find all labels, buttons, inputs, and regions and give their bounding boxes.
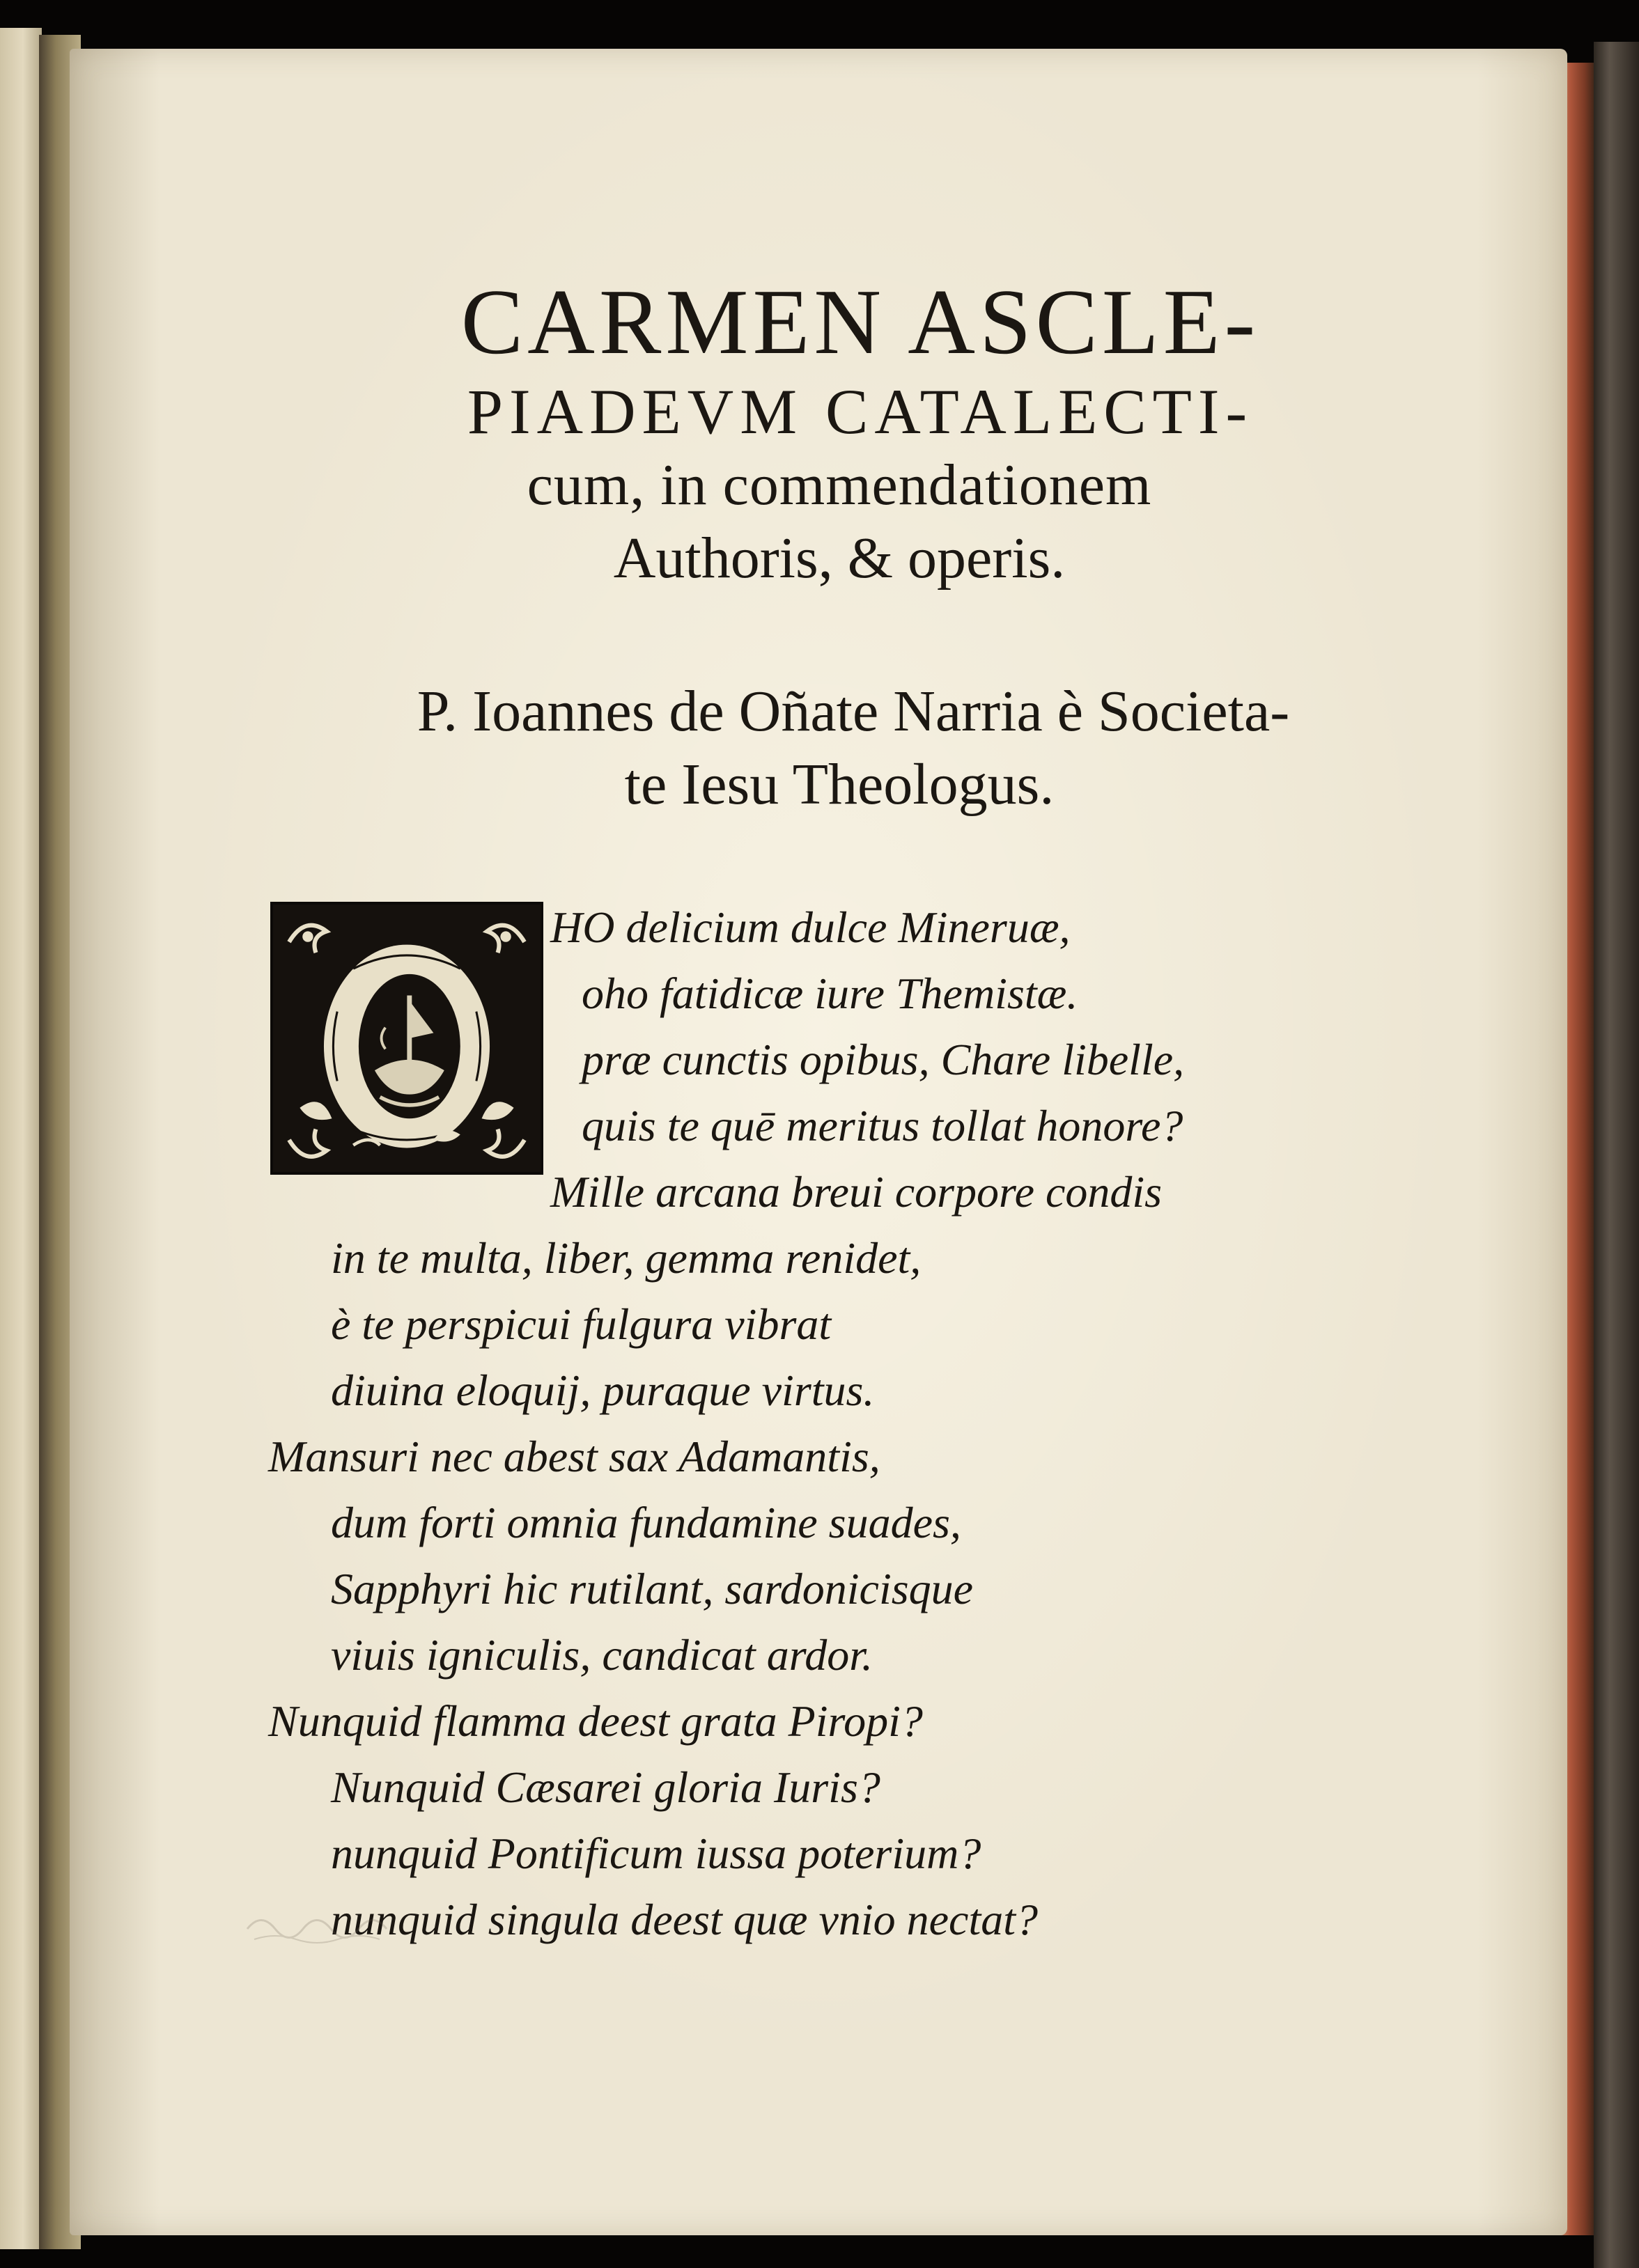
poem-line-16: nunquid singula deest quæ vnio nectat? [331, 1895, 1038, 1944]
poem-line-8: diuina eloquij, puraque virtus. [331, 1366, 875, 1415]
poem-line-13: Nunquid flamma deest grata Piropi? [268, 1696, 923, 1746]
book-page [70, 49, 1567, 2235]
poem-line-14: Nunquid Cæsarei gloria Iuris? [331, 1762, 880, 1812]
author-line-1: P. Ioannes de Oñate Narria è Societa- [417, 679, 1290, 744]
book-cover-edge [1594, 42, 1639, 2268]
poem-line-7: è te perspicui fulgura vibrat [331, 1299, 832, 1349]
title-line-3: cum, in commendationem [527, 453, 1152, 517]
title-line-4: Authoris, & operis. [613, 526, 1066, 591]
poem-line-6: in te multa, liber, gemma renidet, [331, 1233, 922, 1283]
decorated-initial-o [270, 902, 543, 1175]
poem-line-4: quis te quē meritus tollat honore? [582, 1101, 1183, 1150]
facing-page-edge [0, 28, 42, 2249]
title-line-1: CARMEN ASCLE- [460, 270, 1260, 373]
poem-line-10: dum forti omnia fundamine suades, [331, 1498, 961, 1547]
poem-line-15: nunquid Pontificum iussa poterium? [331, 1829, 981, 1878]
author-line-2: te Iesu Theologus. [624, 752, 1055, 817]
poem-line-9: Mansuri nec abest sax Adamantis, [268, 1432, 880, 1481]
poem-line-1: HO delicium dulce Mineruæ, [550, 902, 1071, 952]
poem-line-2: oho fatidicæ iure Themistæ. [582, 969, 1078, 1018]
title-line-2: PIADEVM CATALECTI- [467, 376, 1254, 447]
page-content [70, 49, 1567, 2235]
faint-stamp-mark [240, 1901, 414, 1950]
poem-line-12: viuis igniculis, candicat ardor. [331, 1630, 873, 1680]
woodcut-initial-icon [273, 905, 541, 1172]
poem-line-11: Sapphyri hic rutilant, sardonicisque [331, 1564, 974, 1613]
poem-line-3: præ cunctis opibus, Chare libelle, [582, 1035, 1185, 1084]
poem-line-5: Mille arcana breui corpore condis [550, 1167, 1163, 1217]
